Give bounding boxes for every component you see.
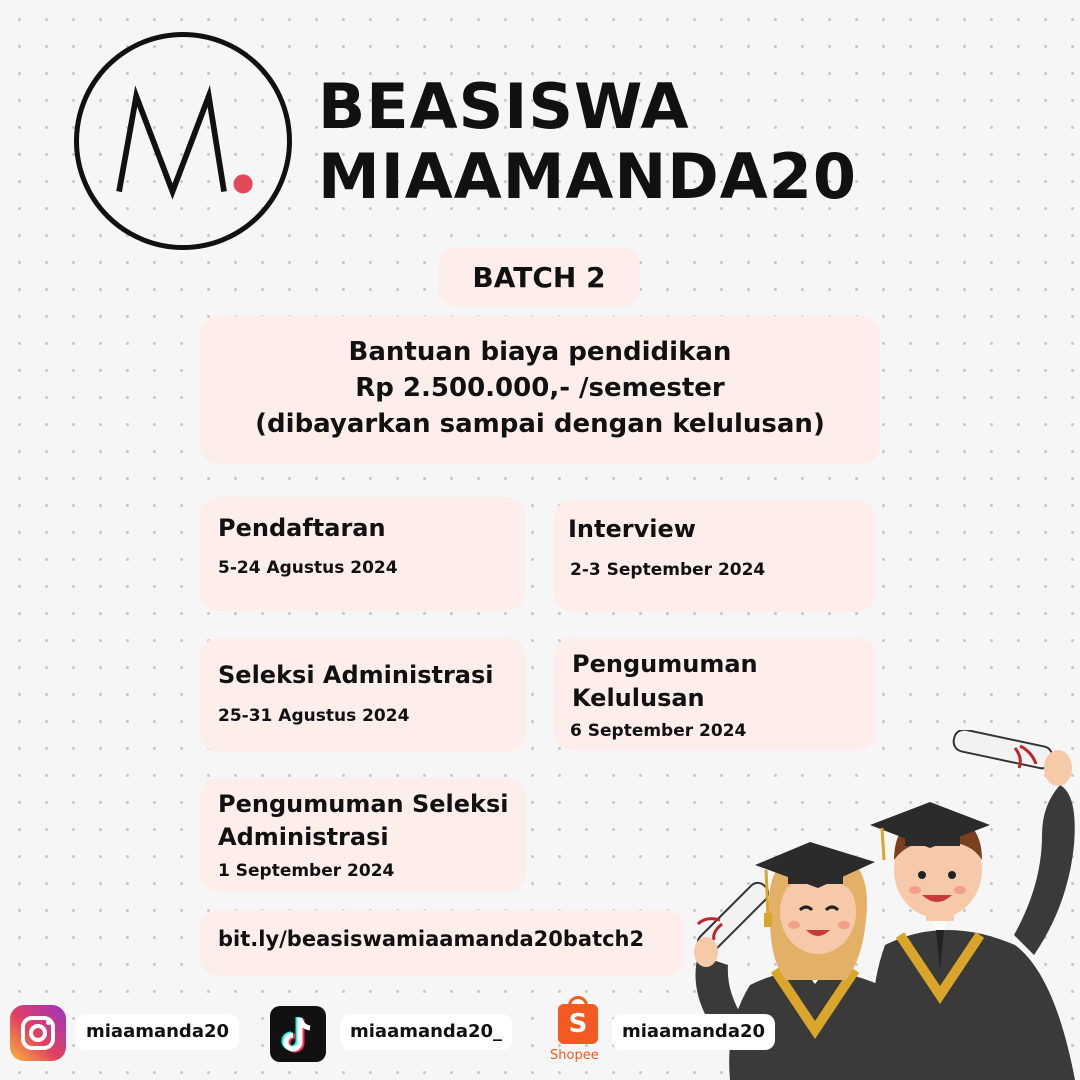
tiktok-handle[interactable]: miaamanda20_ [340, 1014, 512, 1050]
info-line-3: (dibayarkan sampai dengan kelulusan) [255, 409, 825, 439]
shopee-icon[interactable]: S Shopee [548, 996, 610, 1070]
shopee-handle[interactable]: miaamanda20 [612, 1014, 775, 1050]
schedule-date: 1 September 2024 [218, 861, 395, 881]
schedule-date: 6 September 2024 [570, 721, 747, 741]
title-line-2: MIAAMANDA20 [318, 140, 858, 213]
schedule-title-line-2: Administrasi [218, 823, 389, 851]
schedule-title: Interview [568, 515, 696, 543]
info-line-1: Bantuan biaya pendidikan [348, 337, 732, 367]
schedule-date: 2-3 September 2024 [570, 560, 766, 580]
page-title [318, 72, 857, 212]
logo-dot [234, 174, 253, 193]
schedule-title: Pendaftaran [218, 514, 386, 542]
schedule-card-interview [554, 500, 876, 612]
batch-badge [438, 247, 640, 307]
schedule-card-administration-announcement [200, 778, 526, 892]
schedule-title-line-1: Pengumuman Seleksi [218, 790, 509, 818]
brand-logo [74, 32, 292, 250]
schedule-title-line-2: Kelulusan [572, 684, 705, 712]
schedule-date: 25-31 Agustus 2024 [218, 706, 410, 726]
scholarship-info-card [200, 316, 880, 464]
registration-link[interactable] [200, 910, 684, 976]
schedule-card-administration [200, 638, 526, 752]
logo-m-mark [79, 37, 287, 245]
info-line-2: Rp 2.500.000,- /semester [355, 373, 725, 403]
schedule-card-registration [200, 497, 525, 611]
link-text[interactable]: bit.ly/beasiswamiaamanda20batch2 [218, 927, 645, 951]
tiktok-icon[interactable] [270, 1006, 326, 1062]
schedule-title: Seleksi Administrasi [218, 661, 494, 689]
instagram-icon[interactable] [10, 1005, 66, 1061]
title-line-1: BEASISWA [318, 70, 690, 143]
shopee-label: Shopee [550, 1048, 599, 1063]
schedule-title-line-1: Pengumuman [572, 650, 758, 678]
batch-label: BATCH 2 [472, 260, 606, 294]
instagram-handle[interactable]: miaamanda20 [76, 1014, 239, 1050]
schedule-date: 5-24 Agustus 2024 [218, 558, 398, 578]
diploma-icon [952, 730, 1054, 770]
